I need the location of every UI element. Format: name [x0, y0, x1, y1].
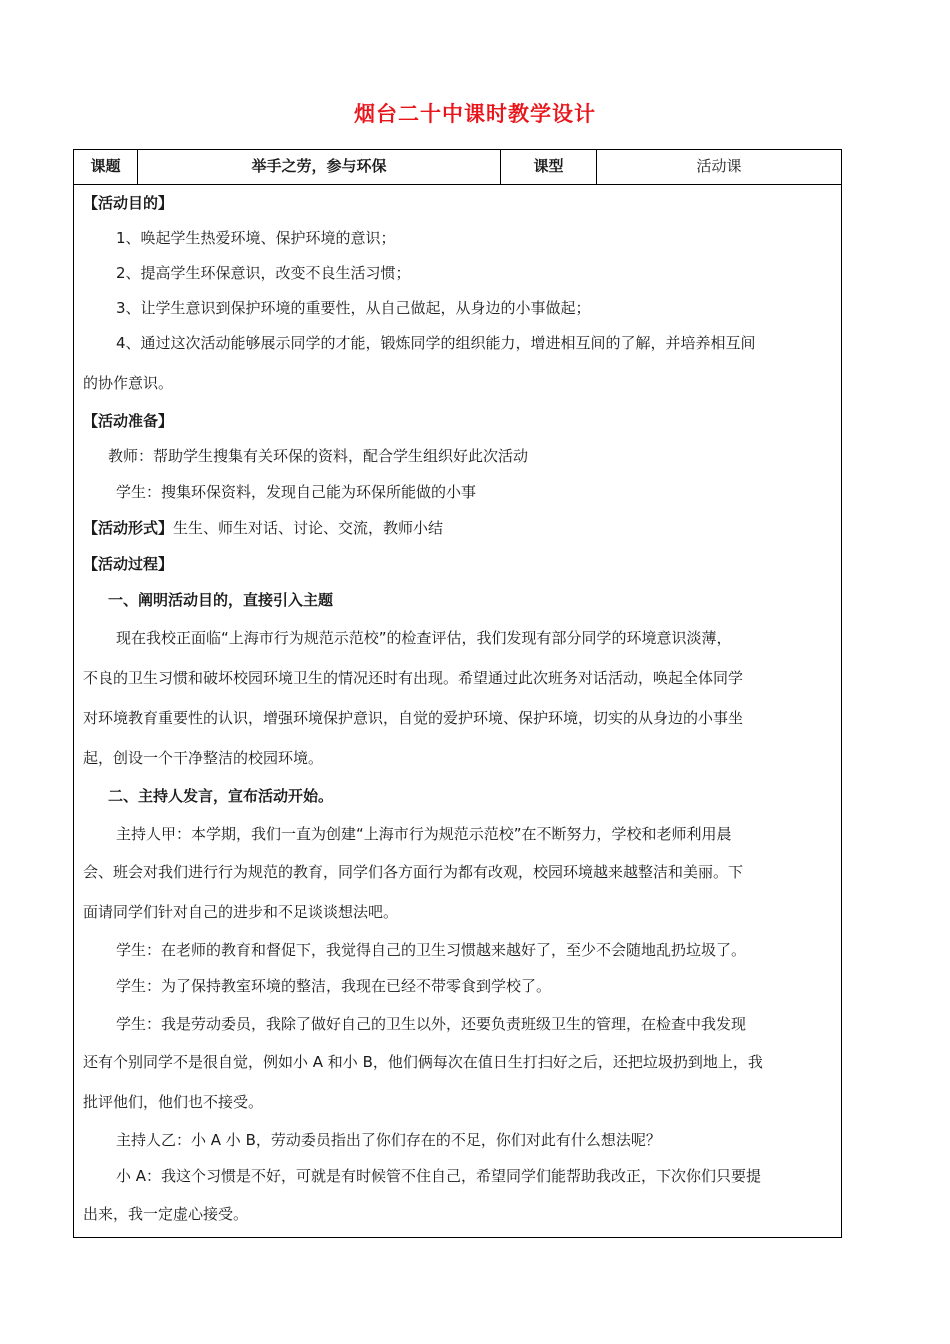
student-remark: 学生：我是劳动委员，我除了做好自己的卫生以外，还要负责班级卫生的管理，在检查中我发现: [116, 1015, 747, 1033]
host-a-line: 会、班会对我们进行行为规范的教育，同学们各方面行为都有改观，校园环境越来越整洁和美丽。下: [83, 863, 744, 881]
prep-student: 学生：搜集环保资料，发现自己能为环保所能做的小事: [116, 483, 477, 501]
process-heading: 【活动过程】: [83, 555, 174, 573]
lesson-plan-table: [73, 149, 842, 1238]
student-remark: 学生：为了保持教室环境的整洁，我现在已经不带零食到学校了。: [116, 977, 552, 995]
host-b-line: 主持人乙：小 A 小 B，劳动委员指出了你们存在的不足，你们对此有什么想法呢？: [116, 1131, 661, 1149]
student-remark: 批评他们，他们也不接受。: [83, 1093, 264, 1111]
goal-item: 1、唤起学生热爱环境、保护环境的意识；: [116, 229, 396, 247]
step1-line: 对环境教育重要性的认识，增强环境保护意识，自觉的爱护环境、保护环境，切实的从身边的小事坐: [83, 709, 744, 727]
step1-heading: 一、阐明活动目的，直接引入主题: [108, 591, 334, 609]
xiao-a-line: 小 A：我这个习惯是不好，可就是有时候管不住自己，希望同学们能帮助我改正，下次你们只要提: [116, 1167, 762, 1185]
host-a-line: 主持人甲：本学期，我们一直为创建“上海市行为规范示范校”在不断努力，学校和老师利用晨: [116, 825, 732, 843]
step2-heading: 二、主持人发言，宣布活动开始。: [108, 787, 334, 805]
xiao-a-line: 出来，我一定虚心接受。: [83, 1205, 249, 1223]
goal-heading: 【活动目的】: [83, 194, 174, 212]
goal-item: 的协作意识。: [83, 374, 174, 392]
step1-line: 现在我校正面临“上海市行为规范示范校”的检查评估，我们发现有部分同学的环境意识淡薄，: [116, 629, 732, 647]
step1-line: 起，创设一个干净整洁的校园环境。: [83, 749, 324, 767]
student-remark: 还有个别同学不是很自觉，例如小 A 和小 B，他们俩每次在值日生打扫好之后，还把垃圾扔到地上，我: [83, 1053, 763, 1071]
type-value: 活动课: [696, 157, 742, 175]
form-heading: 【活动形式】: [83, 519, 174, 537]
student-remark: 学生：在老师的教育和督促下，我觉得自己的卫生习惯越来越好了，至少不会随地乱扔垃圾了。: [116, 941, 747, 959]
form-text: 生生、师生对话、讨论、交流，教师小结: [173, 519, 444, 537]
type-label: 课型: [533, 157, 564, 175]
step1-line: 不良的卫生习惯和破坏校园环境卫生的情况还时有出现。希望通过此次班务对话活动，唤起全体同学: [83, 669, 744, 687]
goal-item: 2、提高学生环保意识，改变不良生活习惯；: [116, 264, 411, 282]
table-header-row: [74, 150, 841, 185]
host-a-line: 面请同学们针对自己的进步和不足谈谈想法吧。: [83, 903, 399, 921]
prep-heading: 【活动准备】: [83, 412, 174, 430]
prep-teacher: 教师：帮助学生搜集有关环保的资料，配合学生组织好此次活动: [108, 447, 529, 465]
goal-item: 4、通过这次活动能够展示同学的才能，锻炼同学的组织能力，增进相互间的了解，并培养相互间: [116, 334, 756, 352]
document-title: 烟台二十中课时教学设计: [354, 102, 596, 126]
topic-label: 课题: [90, 157, 121, 175]
form-row: [83, 517, 443, 538]
topic-value: 举手之劳，参与环保: [251, 157, 387, 175]
goal-item: 3、让学生意识到保护环境的重要性，从自己做起，从身边的小事做起；: [116, 299, 591, 317]
